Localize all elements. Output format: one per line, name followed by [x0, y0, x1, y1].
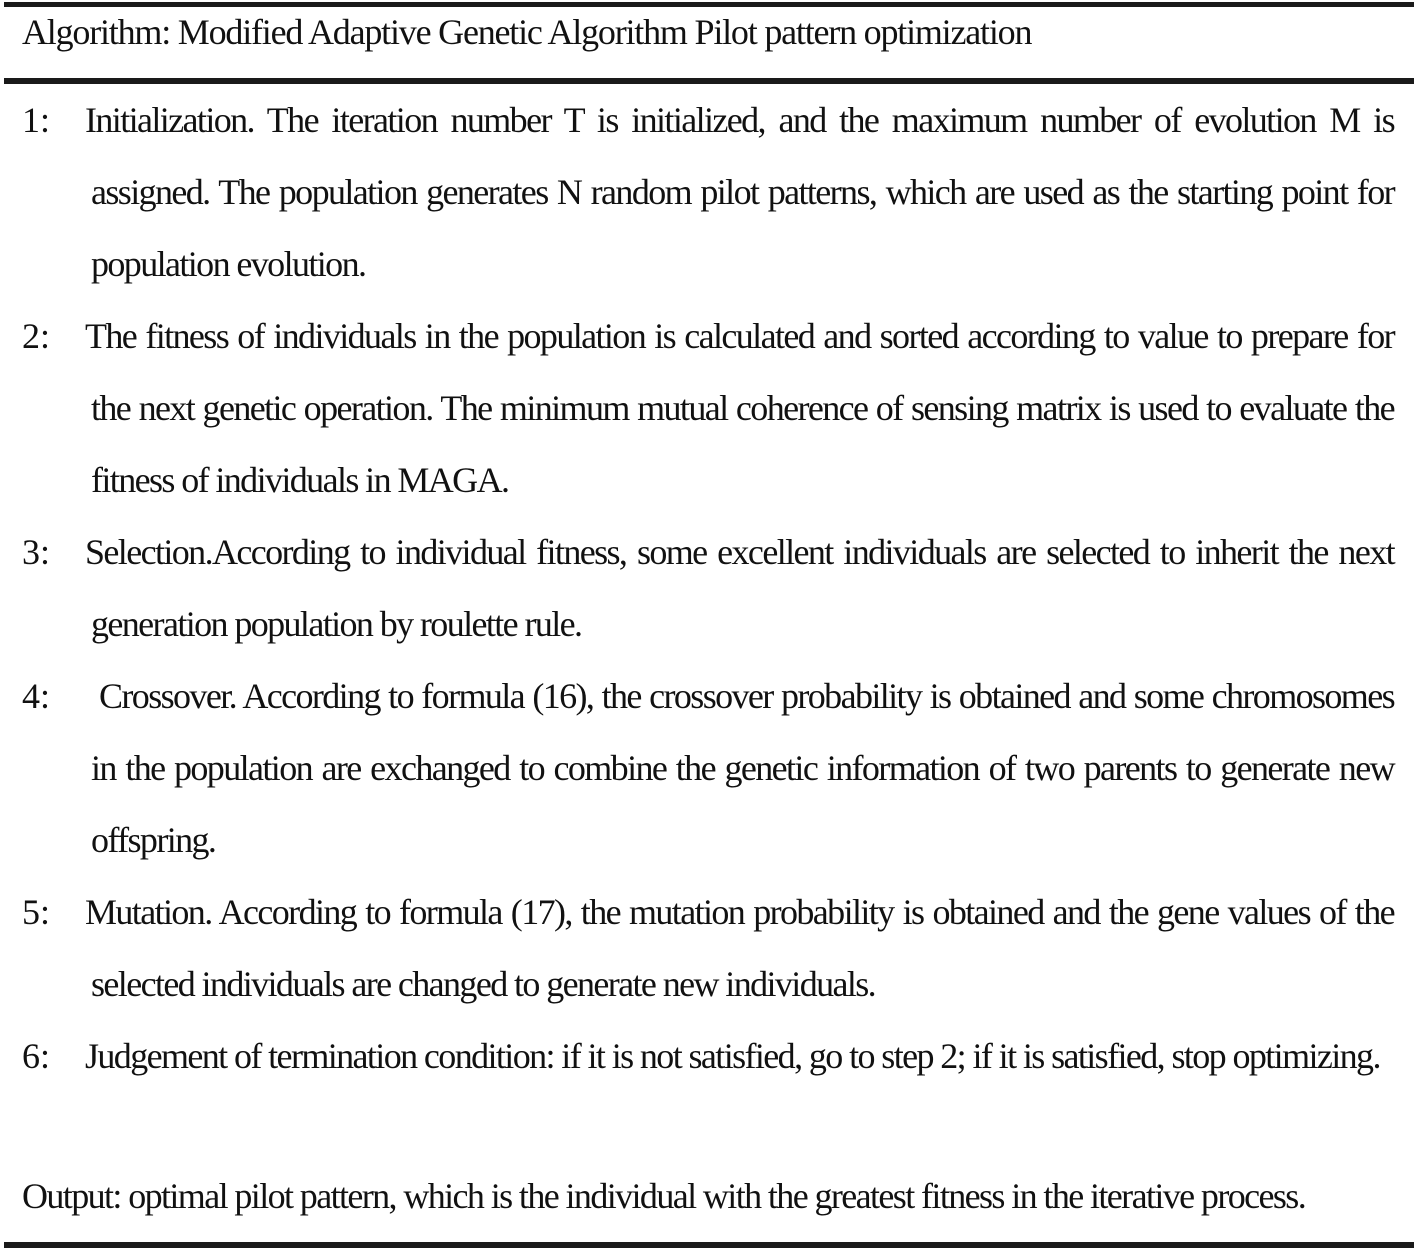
step-item: [4, 660, 1414, 876]
step-number: 1:: [22, 100, 51, 140]
step-text: Judgement of termination condition: if it is not satisfied, go to step 2; if it is satisfied, stop optimizing.: [85, 1036, 1380, 1076]
step-item: [4, 516, 1414, 660]
step-list: [4, 84, 1414, 1092]
step-text: The fitness of individuals in the population is calculated and sorted according to value to prepare for the next genetic operation. The minimum mutual coherence of sensing matrix is used to evaluate the fitness of individuals in MAGA.: [85, 316, 1394, 500]
step-item: [4, 1020, 1414, 1092]
step-text: Initialization. The iteration number T is initialized, and the maximum number of evolution M is assigned. The population generates N random pilot patterns, which are used as the starting point for population evolution.: [85, 100, 1394, 284]
step-text: Crossover. According to formula (16), the crossover probability is obtained and some chromosomes in the population are exchanged to combine the genetic information of two parents to generate new offspring.: [91, 676, 1394, 860]
algorithm-output: Output: optimal pilot pattern, which is the individual with the greatest fitness in the iterative process.: [22, 1176, 1306, 1216]
algorithm-box: [4, 0, 1414, 1253]
step-number: 4:: [22, 676, 51, 716]
step-number: 2:: [22, 316, 51, 356]
step-number: 5:: [22, 892, 51, 932]
step-text: Mutation. According to formula (17), the mutation probability is obtained and the gene values of the selected individuals are changed to generate new individuals.: [85, 892, 1394, 1004]
top-rule: [4, 2, 1414, 7]
step-number: 6:: [22, 1036, 51, 1076]
algorithm-title: Algorithm: Modified Adaptive Genetic Algorithm Pilot pattern optimization: [22, 12, 1032, 52]
bottom-rule: [4, 1242, 1414, 1248]
step-item: [4, 300, 1414, 516]
step-item: [4, 876, 1414, 1020]
step-number: 3:: [22, 532, 51, 572]
step-item: [4, 84, 1414, 300]
step-text: Selection.According to individual fitness, some excellent individuals are selected to inherit the next generation population by roulette rule.: [85, 532, 1394, 644]
